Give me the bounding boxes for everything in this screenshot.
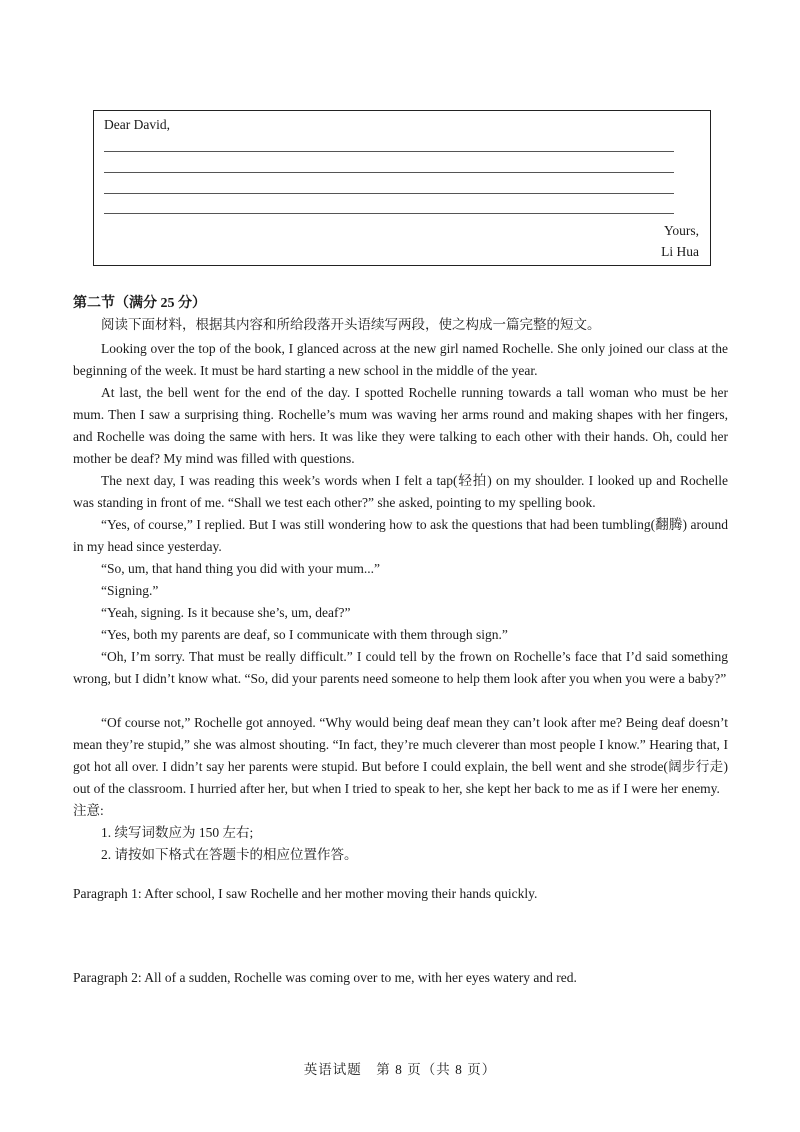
writing-line: [104, 193, 674, 194]
passage-paragraph: “So, um, that hand thing you did with your mum...”: [101, 561, 380, 576]
section-instruction: 阅读下面材料，根据其内容和所给段落开头语续写两段，使之构成一篇完整的短文。: [101, 317, 601, 332]
writing-line: [104, 151, 674, 152]
passage-paragraph: “Yes, both my parents are deaf, so I communicate with them through sign.”: [101, 627, 508, 642]
page-footer: 英语试题 第 8 页（共 8 页）: [303, 1062, 497, 1077]
letter-signature: Li Hua: [661, 244, 699, 259]
paragraph-1-prompt: Paragraph 1: After school, I saw Rochelle and her mother moving their hands quickly.: [73, 886, 538, 901]
paragraph-2-prompt: Paragraph 2: All of a sudden, Rochelle was coming over to me, with her eyes watery and red.: [73, 970, 577, 985]
passage-paragraph: “Of course not,” Rochelle got annoyed. “Why would being deaf mean they can’t look after me? Being deaf doesn’t mean they’re stupid,” she was almost shouting. “In fact, they’re much cleverer than most people I know.” Hearing that, I got hot all over. I didn’t say her parents were stupid. But before I could explain, the bell went and she strode(阔步行走) out of the classroom. I hurried after her, but when I tried to speak to her, she kept her back to me as if I were her enemy.: [73, 715, 728, 796]
note-item: 2. 请按如下格式在答题卡的相应位置作答。: [101, 847, 358, 862]
note-item: 1. 续写词数应为 150 左右;: [101, 825, 254, 840]
section-title: 第二节（满分 25 分）: [73, 296, 206, 311]
passage-paragraph: “Oh, I’m sorry. That must be really difficult.” I could tell by the frown on Rochelle’s face that I’d said something wrong, but I didn’t know what. “So, did your parents need someone to help them look after you when you were a baby?”: [73, 649, 728, 686]
passage-paragraph: “Yes, of course,” I replied. But I was still wondering how to ask the questions that had been tumbling(翻腾) around in my head since yesterday.: [73, 517, 728, 554]
writing-line: [104, 172, 674, 173]
letter-answer-box: [93, 110, 711, 266]
letter-closing: Yours,: [663, 223, 699, 238]
passage-paragraph: “Yeah, signing. Is it because she’s, um, deaf?”: [101, 605, 351, 620]
letter-salutation: Dear David,: [104, 117, 170, 132]
passage-paragraph: Looking over the top of the book, I glanced across at the new girl named Rochelle. She only joined our class at the beginning of the week. It must be hard starting a new school in the middle of the year.: [73, 341, 728, 378]
passage-paragraph: The next day, I was reading this week’s words when I felt a tap(轻拍) on my shoulder. I looked up and Rochelle was standing in front of me. “Shall we test each other?” she asked, pointing to my spelling book.: [73, 473, 728, 510]
writing-line: [104, 213, 674, 214]
passage-paragraph: “Signing.”: [101, 583, 159, 598]
notes-label: 注意:: [73, 803, 104, 818]
passage-paragraph: At last, the bell went for the end of the day. I spotted Rochelle running towards a tall woman who must be her mum. Then I saw a surprising thing. Rochelle’s mum was waving her arms round and making shapes with her fingers, and Rochelle was doing the same with hers. It was like they were talking to each other with their hands. Oh, could her mother be deaf? My mind was filled with questions.: [73, 385, 728, 466]
